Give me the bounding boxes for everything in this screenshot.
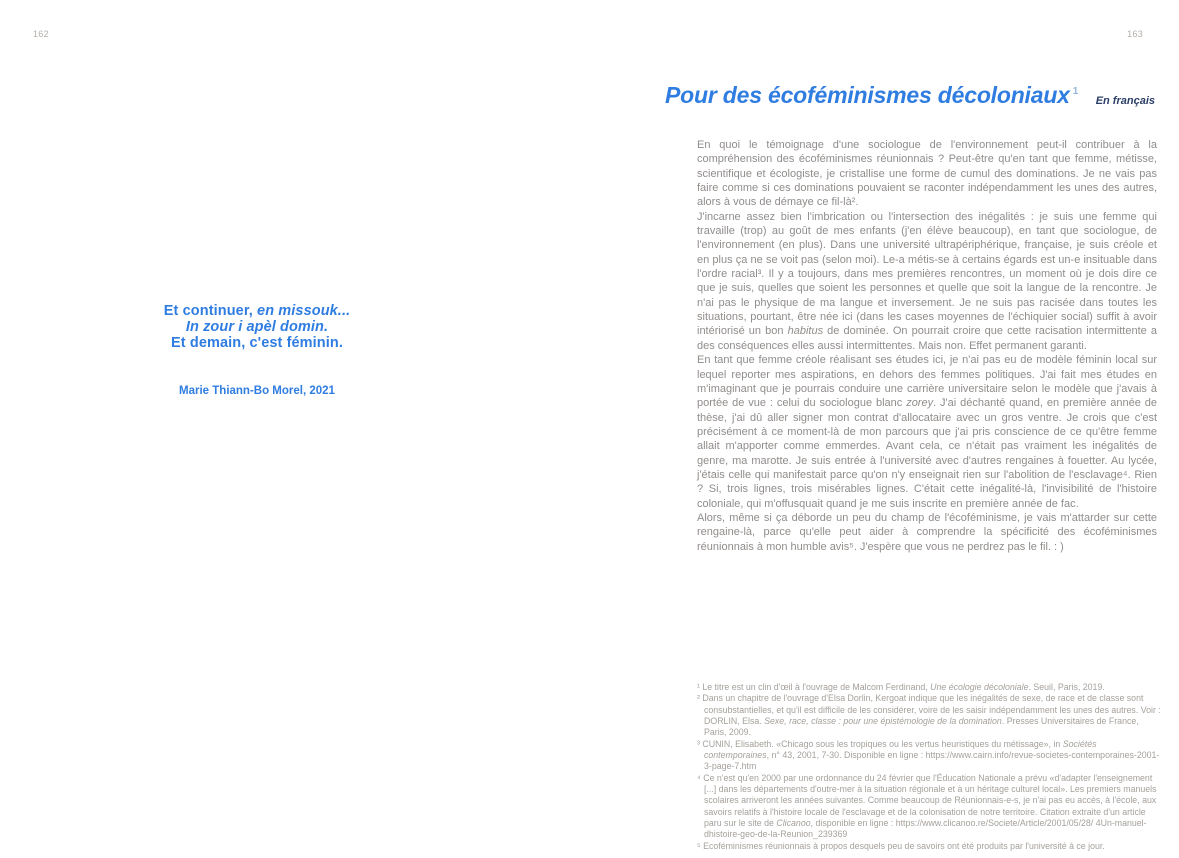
- poem-line: Et demain, c'est féminin.: [171, 335, 343, 351]
- footnotes: [697, 682, 1161, 852]
- body-paragraph: Alors, même si ça déborde un peu du champ de l'écoféminisme, je vais m'attarder sur cette rengaine-là, parce qu'elle peut aider à comprendre la spécificité des écoféminismes réunionnais à mon humble avis⁵. J'espère que vous ne perdrez pas le fil. : ): [697, 511, 1157, 553]
- body-paragraph: En tant que femme créole réalisant ses études ici, je n'ai pas eu de modèle féminin local sur lequel reporter mes aspirations, en dehors des femmes politiques. J'ai fait mes études en m'imaginant que je pourrais conduire une carrière universitaire selon le modèle que j'avais à portée de vue : celui du sociologue blanc zorey. J'ai déchanté quand, en première année de thèse, j'ai dû aller signer mon contrat d'allocataire avec un gros ventre. Je crois que c'est précisément à ce moment-là de mon parcours que j'ai pris conscience de ce qu'être femme allait m'apporter comme emmerdes. Avant cela, ce n'était pas vraiment les inégalités de genre, ma marotte. Je suis entrée à l'université avec d'autres rengaines à fouetter. Au lycée, j'étais celle qui manifestait parce qu'on n'y enseignait rien sur l'abolition de l'esclavage⁴. Rien ? Si, trois lignes, trois misérables lignes. C'était cette inégalité-là, l'invisibilité de l'histoire coloniale, qui m'offusquait quand je me suis inscrite en première année de fac.: [697, 354, 1157, 510]
- footnote: ⁵ Ecoféminismes réunionnais à propos desquels peu de savoirs ont été produits par l'université à ce jour.: [697, 840, 1105, 851]
- poem-line: Et continuer, en missouk...: [163, 303, 351, 319]
- page-right: [589, 0, 1179, 858]
- page-number-left: 162: [33, 29, 49, 39]
- chapter-title: [665, 82, 1135, 109]
- poem-line: In zour i apèl domin.: [185, 319, 329, 335]
- poem-author: Marie Thiann-Bo Morel, 2021: [179, 385, 335, 397]
- page-number-right: 163: [1127, 29, 1143, 39]
- footnote: ³ CUNIN, Elisabeth. «Chicago sous les tropiques ou les vertus heuristiques du métissage», in Sociétés contemporaines, n° 43, 2001, 7-30. Disponible en ligne : https://www.cairn.info/revue-societes-contemporaines-2001-3-page-7.htm: [697, 738, 1160, 772]
- body-paragraph: En quoi le témoignage d'une sociologue de l'environnement peut-il contribuer à la compréhension des écoféminismes réunionnais ? Peut-être qu'en tant que femme, métisse, scientifique et écologiste, je cristallise une forme de cumul des dominations. Je ne vais pas faire comme si ces dominations pouvaient se raconter indépendamment les unes des autres, alors à vous de démaye ce fil-là².: [697, 139, 1157, 209]
- title-footnote-marker: 1: [1072, 86, 1079, 98]
- footnote: ⁴ Ce n'est qu'en 2000 par une ordonnance du 24 février que l'Éducation Nationale a prévu «d'adapter l'enseignement [...] dans les départements d'outre-mer à la situation régionale et à un héritage culturel local». Les premiers manuels scolaires arriveront les années suivantes. Comme beaucoup de Réunionnais-e-s, je n'ai pas eu accès, à l'école, aux savoirs relatifs à l'histoire locale de l'esclavage et de la colonisation de notre territoire. Citation extraite d'un article paru sur le site de Clicanoo, disponible en ligne : https://www.clicanoo.re/Societe/Article/2001/05/28/ 4Un-manuel-dhistoire-geo-de-la-Reunion_239369: [697, 772, 1157, 840]
- chapter-title-text: Pour des écoféminismes décoloniaux: [665, 82, 1070, 108]
- footnote: ² Dans un chapitre de l'ouvrage d'Elsa Dorlin, Kergoat indique que les inégalités de sexe, de race et de classe sont consubstantielles, et qu'il est difficile de les considérer, voire de les saisir indépendamment les unes des autres. Voir : DORLIN, Elsa. Sexe, race, classe : pour une épistémologie de la domination. Presses Universitaires de France, Paris, 2009.: [697, 693, 1161, 738]
- body-paragraph: J'incarne assez bien l'imbrication ou l'intersection des inégalités : je suis une femme qui travaille (trop) au goût de mes enfants (j'en élève beaucoup), en tant que sociologue, de l'environnement (en plus). Dans une université ultrapériphérique, française, je suis créole et en plus ça ne se voit pas (selon moi). Le-a métis-se à certains égards est un-e insituable dans l'ordre racial³. Il y a toujours, dans mes premières rencontres, un moment où je dois dire ce que je suis, quelles que soient les personnes et quelle que soit la langue de la rencontre. Je n'ai pas le physique de ma langue et inversement. Je ne suis pas racisée dans toutes les situations, pourtant, être née ici (dans les cases moyennes de l'échiquier social) suffit à avoir intériorisé un bon habitus de dominée. On pourrait croire que cette racisation intermittente a des conséquences elles aussi intermittentes. Mais non. Effet permanent garanti.: [697, 210, 1157, 352]
- footnote: ¹ Le titre est un clin d'œil à l'ouvrage de Malcom Ferdinand, Une écologie décoloniale. Seuil, Paris, 2019.: [697, 682, 1105, 692]
- poem-quote: [104, 303, 410, 351]
- body-text: [697, 138, 1157, 554]
- language-label: En français: [1095, 95, 1155, 107]
- page-left: [0, 0, 589, 858]
